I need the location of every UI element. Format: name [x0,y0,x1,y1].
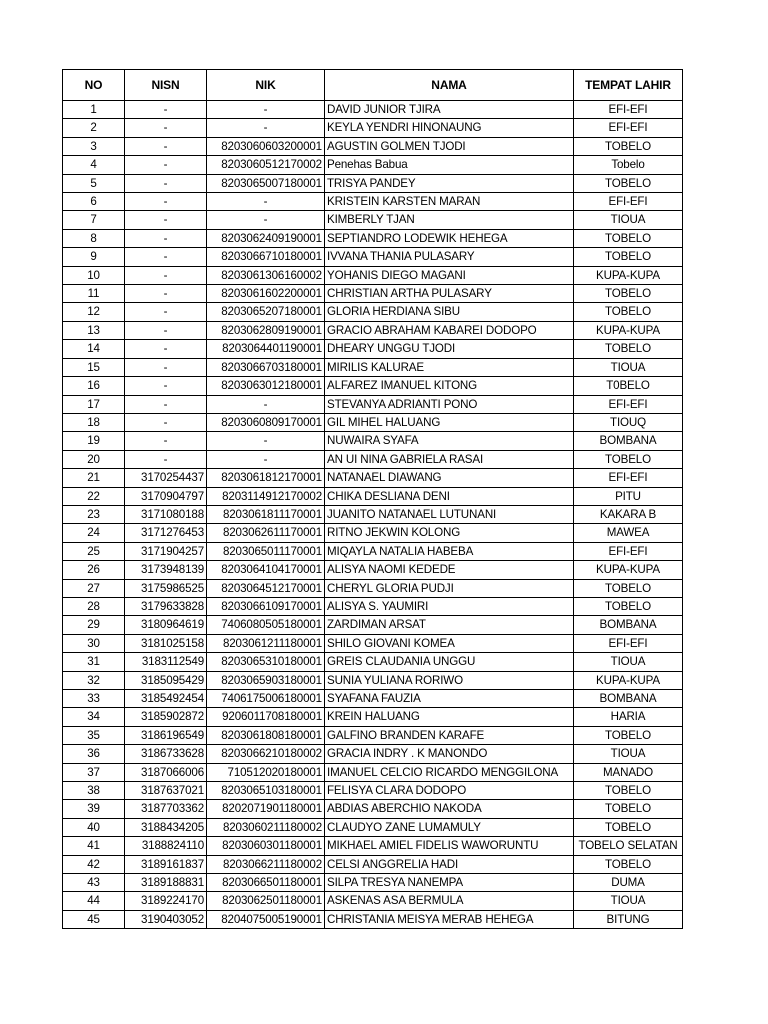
cell-nama: ASKENAS ASA BERMULA [325,892,574,910]
cell-nisn: - [125,377,207,395]
cell-no: 1 [63,101,125,119]
table-row [63,211,683,229]
cell-nik: 710512020180001 [207,763,325,781]
cell-nama: CELSI ANGGRELIA HADI [325,855,574,873]
table-row [63,763,683,781]
cell-nisn: 3180964619 [125,616,207,634]
cell-nik: 8203064401190001 [207,340,325,358]
cell-nik: 8203060809170001 [207,413,325,431]
cell-nik: 8203062501180001 [207,892,325,910]
cell-tempat-lahir: EFI-EFI [574,469,683,487]
cell-nik: - [207,450,325,468]
table-row [63,855,683,873]
cell-no: 7 [63,211,125,229]
table-row [63,671,683,689]
cell-no: 28 [63,597,125,615]
cell-tempat-lahir: BITUNG [574,910,683,928]
table-row [63,321,683,339]
cell-tempat-lahir: Tobelo [574,156,683,174]
cell-nama: GLORIA HERDIANA SIBU [325,303,574,321]
cell-nama: MIQAYLA NATALIA HABEBA [325,542,574,560]
table-row [63,800,683,818]
cell-nisn: - [125,248,207,266]
cell-no: 4 [63,156,125,174]
table-row [63,358,683,376]
cell-nisn: 3173948139 [125,561,207,579]
cell-nama: MIKHAEL AMIEL FIDELIS WAWORUNTU [325,837,574,855]
cell-nama: CHRISTANIA MEISYA MERAB HEHEGA [325,910,574,928]
cell-no: 41 [63,837,125,855]
cell-no: 9 [63,248,125,266]
table-row [63,450,683,468]
cell-nama: STEVANYA ADRIANTI PONO [325,395,574,413]
cell-nama: KIMBERLY TJAN [325,211,574,229]
cell-nisn: 3189224170 [125,892,207,910]
cell-nik: 8203065903180001 [207,671,325,689]
cell-tempat-lahir: TOBELO [574,340,683,358]
cell-tempat-lahir: KUPA-KUPA [574,561,683,579]
cell-no: 12 [63,303,125,321]
table-row [63,174,683,192]
cell-nisn: 3185095429 [125,671,207,689]
table-row [63,616,683,634]
cell-tempat-lahir: TOBELO [574,303,683,321]
cell-nama: YOHANIS DIEGO MAGANI [325,266,574,284]
cell-nama: SILPA TRESYA NANEMPA [325,874,574,892]
cell-no: 43 [63,874,125,892]
table-row [63,690,683,708]
table-row [63,542,683,560]
cell-nik: 8203066703180001 [207,358,325,376]
cell-no: 19 [63,432,125,450]
table-row [63,303,683,321]
cell-nama: RITNO JEKWIN KOLONG [325,524,574,542]
cell-tempat-lahir: BOMBANA [574,690,683,708]
table-row [63,156,683,174]
cell-nik: 920601170818000​1 [207,708,325,726]
cell-no: 31 [63,653,125,671]
cell-nik: 7406175006180001 [207,690,325,708]
table-row [63,561,683,579]
cell-nisn: 3185492454 [125,690,207,708]
table-row [63,745,683,763]
cell-nik: 8203061812170001 [207,469,325,487]
table-row [63,597,683,615]
cell-no: 17 [63,395,125,413]
cell-nisn: - [125,303,207,321]
cell-nisn: 3190403052 [125,910,207,928]
cell-tempat-lahir: TOBELO [574,818,683,836]
cell-nisn: 3171904257 [125,542,207,560]
cell-nik: 8203065103180001 [207,782,325,800]
cell-nisn: 3170254437 [125,469,207,487]
cell-no: 23 [63,505,125,523]
table-row [63,579,683,597]
cell-nisn: 3170904797 [125,487,207,505]
table-row [63,782,683,800]
table-row [63,137,683,155]
cell-nisn: - [125,137,207,155]
cell-tempat-lahir: HARIA [574,708,683,726]
cell-no: 18 [63,413,125,431]
cell-nik: 8203066211180002 [207,855,325,873]
cell-nisn: 3188434205 [125,818,207,836]
cell-tempat-lahir: BOMBANA [574,432,683,450]
cell-no: 42 [63,855,125,873]
cell-nisn: - [125,156,207,174]
cell-nisn: 3188824110 [125,837,207,855]
cell-nik: 8203064512170001 [207,579,325,597]
cell-tempat-lahir: EFI-EFI [574,395,683,413]
cell-tempat-lahir: TIOUA [574,745,683,763]
cell-tempat-lahir: EFI-EFI [574,119,683,137]
cell-no: 8 [63,229,125,247]
cell-nama: GREIS CLAUDANIA UNGGU [325,653,574,671]
table-row [63,874,683,892]
cell-nik: 8203064104170001 [207,561,325,579]
cell-nisn: 3183112549 [125,653,207,671]
cell-tempat-lahir: KAKARA B [574,505,683,523]
cell-no: 25 [63,542,125,560]
cell-nisn: 3171276453 [125,524,207,542]
cell-nama: GIL MIHEL HALUANG [325,413,574,431]
cell-no: 34 [63,708,125,726]
cell-nik: 8203061602200001 [207,285,325,303]
cell-nik: 8203066501180001 [207,874,325,892]
table-row [63,266,683,284]
cell-nik: 8203066109170001 [207,597,325,615]
cell-nama: CHIKA DESLIANA DENI [325,487,574,505]
cell-nama: SEPTIANDRO LODEWIK HEHEGA [325,229,574,247]
cell-tempat-lahir: TOBELO [574,597,683,615]
cell-nama: SUNIA YULIANA RORIWO [325,671,574,689]
cell-no: 40 [63,818,125,836]
cell-nik: 8203060211180002 [207,818,325,836]
table-row [63,505,683,523]
cell-tempat-lahir: KUPA-KUPA [574,671,683,689]
cell-nama: DAVID JUNIOR TJIRA [325,101,574,119]
cell-tempat-lahir: TOBELO [574,782,683,800]
cell-no: 21 [63,469,125,487]
cell-nisn: 3175986525 [125,579,207,597]
cell-no: 37 [63,763,125,781]
cell-no: 10 [63,266,125,284]
table-row [63,101,683,119]
cell-no: 13 [63,321,125,339]
cell-tempat-lahir: EFI-EFI [574,542,683,560]
cell-no: 22 [63,487,125,505]
cell-nisn: - [125,174,207,192]
cell-nama: GRACIA INDRY . K MANONDO [325,745,574,763]
cell-tempat-lahir: TIOUA [574,653,683,671]
cell-nik: - [207,193,325,211]
header-no: NO [63,70,125,101]
cell-no: 11 [63,285,125,303]
cell-nama: ALFAREZ IMANUEL KITONG [325,377,574,395]
cell-nisn: - [125,432,207,450]
cell-tempat-lahir: TOBELO [574,579,683,597]
cell-tempat-lahir: T0BELO [574,377,683,395]
table-row [63,395,683,413]
cell-nisn: - [125,340,207,358]
cell-nisn: - [125,358,207,376]
cell-nama: ALISYA NAOMI KEDEDE [325,561,574,579]
cell-nama: DHEARY UNGGU TJODI [325,340,574,358]
cell-tempat-lahir: MANADO [574,763,683,781]
cell-tempat-lahir: TIOUA [574,211,683,229]
cell-nisn: - [125,211,207,229]
cell-nisn: - [125,193,207,211]
table-row [63,818,683,836]
cell-nama: KEYLA YENDRI HINONAUNG [325,119,574,137]
cell-no: 32 [63,671,125,689]
cell-tempat-lahir: TOBELO [574,285,683,303]
cell-tempat-lahir: TOBELO [574,229,683,247]
cell-nik: 8203062409190001 [207,229,325,247]
cell-nama: ZARDIMAN ARSAT [325,616,574,634]
cell-tempat-lahir: TOBELO SELATAN [574,837,683,855]
cell-nisn: - [125,229,207,247]
cell-nama: MIRILIS KALURAE [325,358,574,376]
header-nisn: NISN [125,70,207,101]
cell-nik: 8203061306160002 [207,266,325,284]
cell-nik: 8203063012180001 [207,377,325,395]
cell-no: 15 [63,358,125,376]
table-row [63,285,683,303]
cell-tempat-lahir: KUPA-KUPA [574,321,683,339]
cell-nisn: 3187066006 [125,763,207,781]
cell-nisn: 3185902872 [125,708,207,726]
table-row [63,837,683,855]
cell-tempat-lahir: BOMBANA [574,616,683,634]
cell-nik: 8203065011170001 [207,542,325,560]
cell-nik: 8203066710180001 [207,248,325,266]
table-row [63,377,683,395]
cell-nisn: 3171080188 [125,505,207,523]
table-row [63,487,683,505]
cell-nisn: 3189161837 [125,855,207,873]
cell-nik: 8203065207180001 [207,303,325,321]
header-nama: NAMA [325,70,574,101]
table-header [63,70,683,101]
cell-tempat-lahir: TOBELO [574,248,683,266]
cell-no: 20 [63,450,125,468]
cell-tempat-lahir: TOBELO [574,450,683,468]
cell-nik: 7406080505180001 [207,616,325,634]
cell-nisn: - [125,395,207,413]
cell-nama: TRISYA PANDEY [325,174,574,192]
cell-tempat-lahir: EFI-EFI [574,101,683,119]
cell-nama: AGUSTIN GOLMEN TJODI [325,137,574,155]
cell-nisn: - [125,266,207,284]
cell-nisn: - [125,321,207,339]
table-row [63,726,683,744]
cell-nik: - [207,101,325,119]
cell-nik: 8203066210180002 [207,745,325,763]
cell-nisn: - [125,101,207,119]
cell-nama: IVVANA THANIA PULASARY [325,248,574,266]
cell-no: 33 [63,690,125,708]
cell-nik: 8203062809190001 [207,321,325,339]
cell-nik: 8204075005190001 [207,910,325,928]
cell-tempat-lahir: PITU [574,487,683,505]
cell-nama: CHERYL GLORIA PUDJI [325,579,574,597]
cell-nama: CLAUDYO ZANE LUMAMULY [325,818,574,836]
cell-tempat-lahir: TIOUA [574,358,683,376]
cell-nisn: 3187637021 [125,782,207,800]
cell-no: 36 [63,745,125,763]
header-nik: NIK [207,70,325,101]
cell-nisn: - [125,285,207,303]
cell-nama: AN UI NINA GABRIELA RASAI [325,450,574,468]
cell-no: 38 [63,782,125,800]
table-row [63,340,683,358]
cell-nisn: - [125,119,207,137]
cell-no: 3 [63,137,125,155]
cell-nik: 8203060603200001 [207,137,325,155]
cell-no: 39 [63,800,125,818]
table-row [63,413,683,431]
cell-no: 30 [63,634,125,652]
cell-nama: ALISYA S. YAUMIRI [325,597,574,615]
cell-no: 27 [63,579,125,597]
cell-no: 14 [63,340,125,358]
cell-nik: 8203061811170001 [207,505,325,523]
cell-no: 16 [63,377,125,395]
cell-nama: GRACIO ABRAHAM KABAREI DODOPO [325,321,574,339]
cell-tempat-lahir: TOBELO [574,174,683,192]
cell-no: 5 [63,174,125,192]
cell-nisn: - [125,413,207,431]
table-row [63,524,683,542]
cell-nama: GALFINO BRANDEN KARAFE [325,726,574,744]
cell-nama: Penehas Babua [325,156,574,174]
cell-nama: CHRISTIAN ARTHA PULASARY [325,285,574,303]
cell-no: 45 [63,910,125,928]
cell-tempat-lahir: TOBELO [574,137,683,155]
cell-tempat-lahir: TIOUQ [574,413,683,431]
cell-tempat-lahir: TOBELO [574,800,683,818]
cell-nama: SYAFANA FAUZIA [325,690,574,708]
cell-tempat-lahir: KUPA-KUPA [574,266,683,284]
cell-tempat-lahir: EFI-EFI [574,193,683,211]
cell-no: 35 [63,726,125,744]
cell-nama: NUWAIRA SYAFA [325,432,574,450]
cell-tempat-lahir: MAWEA [574,524,683,542]
cell-no: 2 [63,119,125,137]
cell-tempat-lahir: TOBELO [574,726,683,744]
cell-no: 29 [63,616,125,634]
header-tempat-lahir: TEMPAT LAHIR [574,70,683,101]
cell-nama: KREIN HALUANG [325,708,574,726]
cell-nik: 8203061808180001 [207,726,325,744]
table-row [63,248,683,266]
cell-nik: - [207,211,325,229]
cell-nisn: 3179633828 [125,597,207,615]
cell-no: 24 [63,524,125,542]
cell-nama: KRISTEIN KARSTEN MARAN [325,193,574,211]
cell-nama: JUANITO NATANAEL LUTUNANI [325,505,574,523]
cell-nik: 8203065310180001 [207,653,325,671]
cell-nama: IMANUEL CELCIO RICARDO MENGGILONA [325,763,574,781]
cell-nik: 8203065007180001 [207,174,325,192]
cell-nisn: - [125,450,207,468]
table-row [63,469,683,487]
table-row [63,708,683,726]
cell-tempat-lahir: EFI-EFI [574,634,683,652]
cell-nik: - [207,432,325,450]
table-row [63,892,683,910]
cell-no: 6 [63,193,125,211]
cell-nik: - [207,119,325,137]
cell-nisn: 3189188831 [125,874,207,892]
cell-nik: 8203062611170001 [207,524,325,542]
table-row [63,119,683,137]
cell-nisn: 3186196549 [125,726,207,744]
student-table [62,69,683,929]
cell-nik: 8203061211180001 [207,634,325,652]
table-body [63,101,683,929]
cell-tempat-lahir: TOBELO [574,855,683,873]
table-row [63,653,683,671]
cell-nisn: 3186733628 [125,745,207,763]
table-row [63,432,683,450]
header-row [63,70,683,101]
cell-nisn: 3181025158 [125,634,207,652]
cell-tempat-lahir: DUMA [574,874,683,892]
cell-nik: 8203114912170002 [207,487,325,505]
cell-nik: 8203060512170002 [207,156,325,174]
cell-nama: NATANAEL DIAWANG [325,469,574,487]
cell-nama: ABDIAS ABERCHIO NAKODA [325,800,574,818]
cell-nik: 8202071901180001 [207,800,325,818]
table-row [63,910,683,928]
cell-no: 26 [63,561,125,579]
cell-tempat-lahir: TIOUA [574,892,683,910]
cell-nama: FELISYA CLARA DODOPO [325,782,574,800]
table-row [63,193,683,211]
cell-no: 44 [63,892,125,910]
cell-nama: SHILO GIOVANI KOMEA [325,634,574,652]
cell-nisn: 3187703362 [125,800,207,818]
table-row [63,634,683,652]
cell-nik: 8203060301180001 [207,837,325,855]
table-row [63,229,683,247]
cell-nik: - [207,395,325,413]
